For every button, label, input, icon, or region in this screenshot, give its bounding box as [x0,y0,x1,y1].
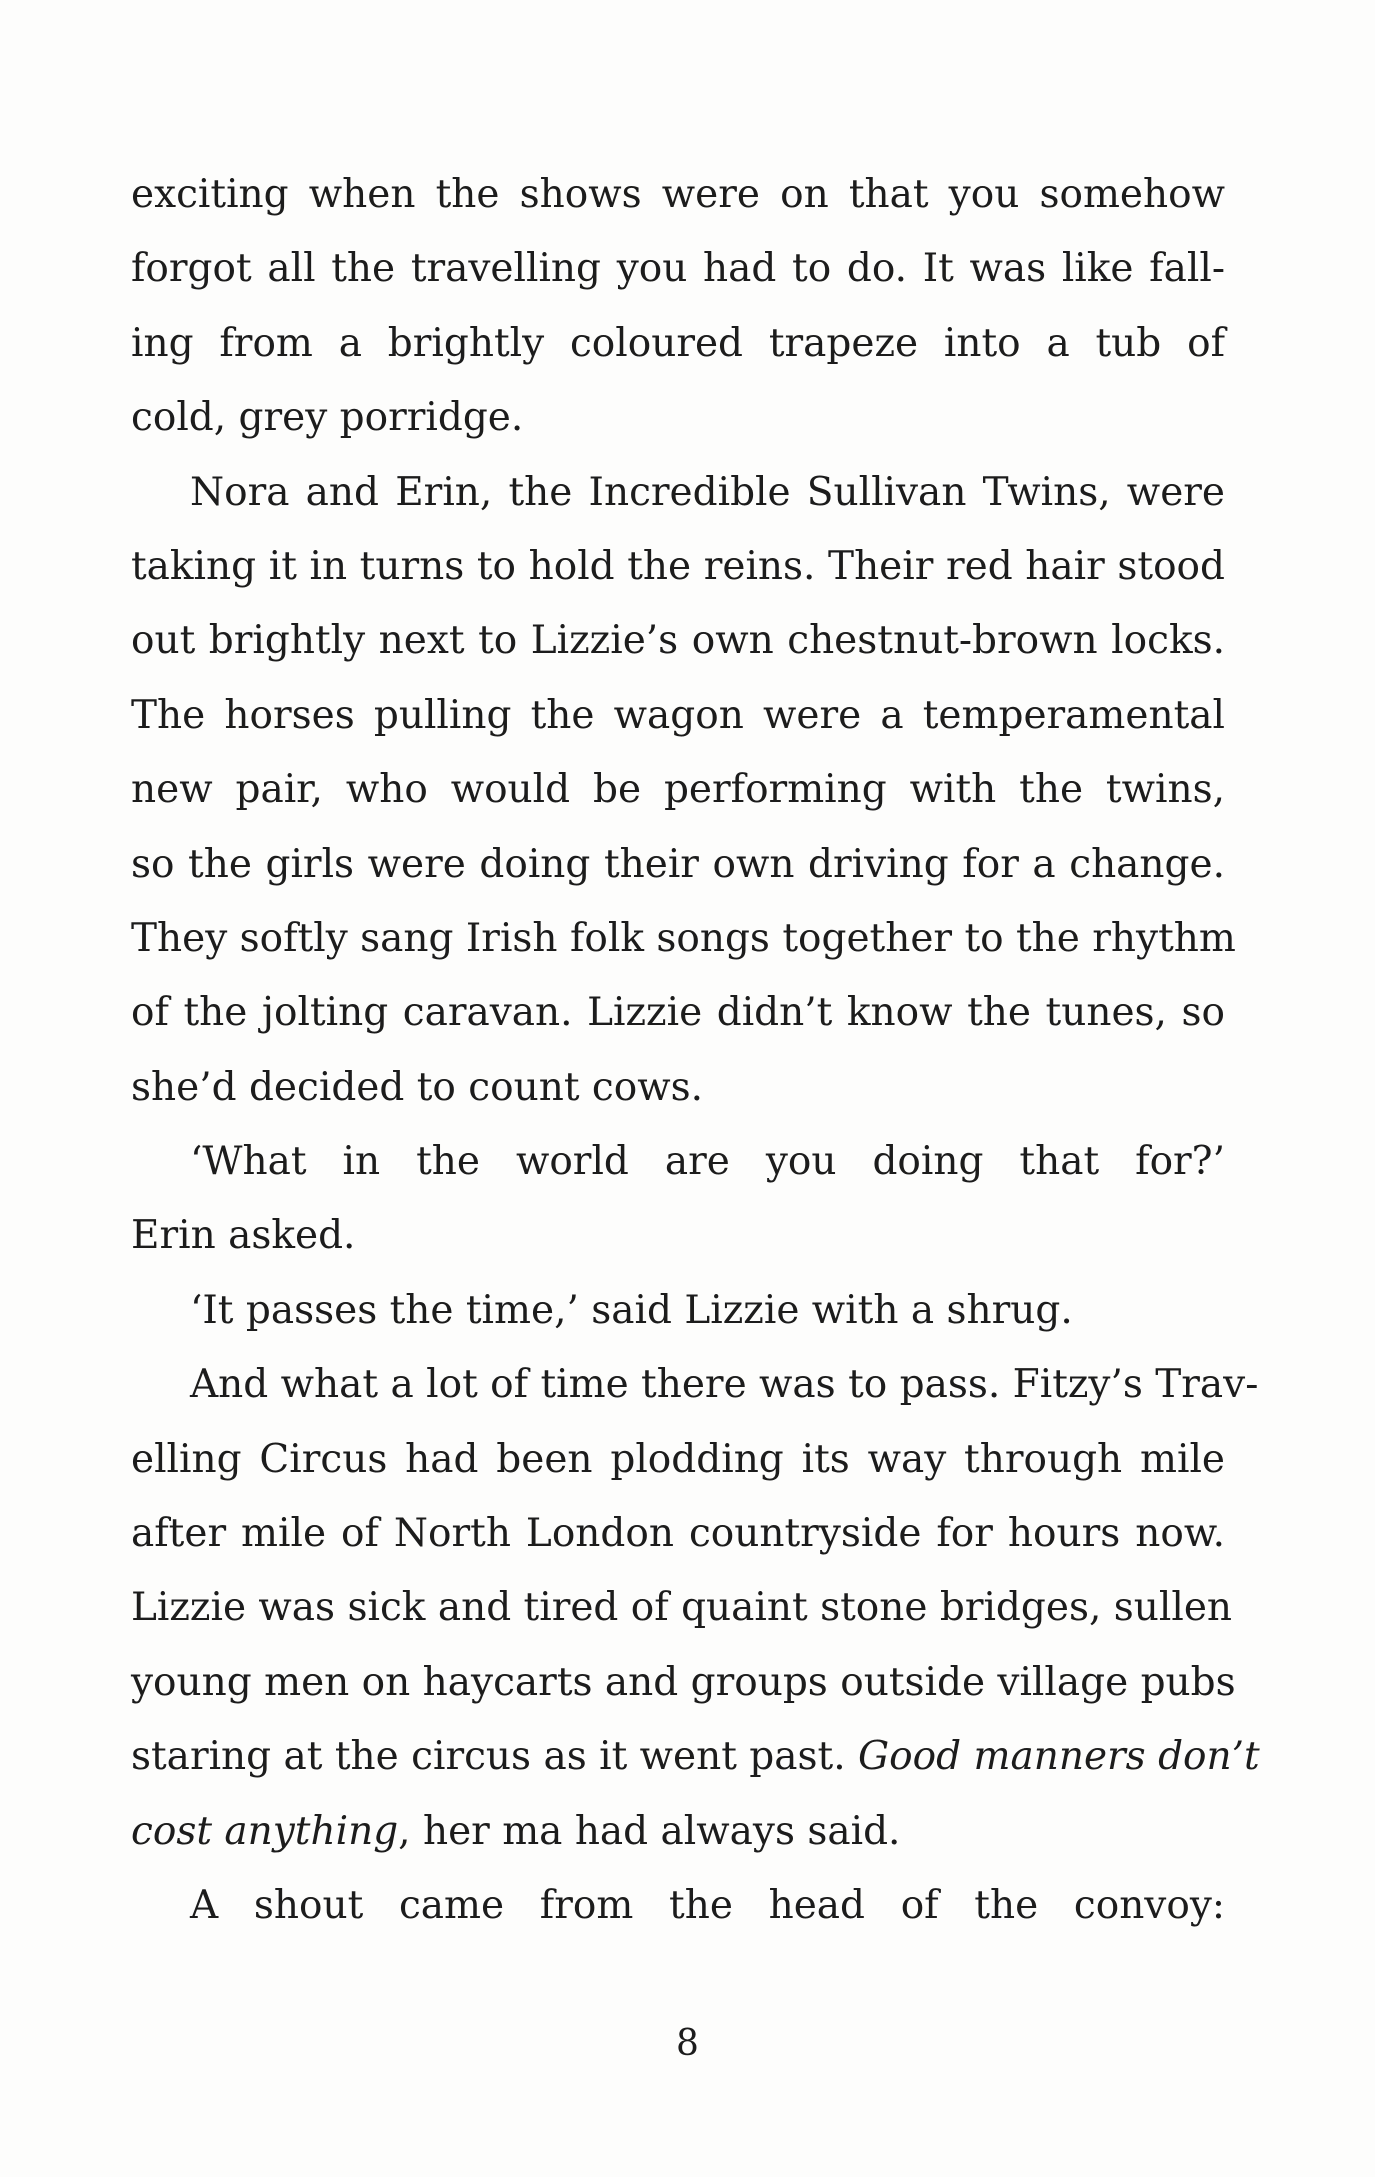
text-line [131,1051,1225,1125]
text-run: exciting when the shows were on that you somehow [131,172,1225,217]
text-line [131,1720,1260,1794]
text-run: ing from a brightly coloured trapeze into a tub of [131,320,1225,366]
text-line [131,232,1225,306]
text-run: The horses pulling the wagon were a temperamental [131,692,1225,738]
italic-text-run: cost anything [131,1808,399,1854]
text-run: Lizzie was sick and tired of quaint stone bridges, sullen [131,1585,1233,1631]
text-line [131,1348,1259,1422]
text-line [131,1869,1225,1943]
text-line [131,679,1225,753]
text-run: of the jolting caravan. Lizzie didn’t know the tunes, so [131,990,1225,1036]
text-line [131,1571,1233,1645]
text-run: new pair, who would be performing with the twins, [131,767,1225,813]
paragraph [131,158,1225,456]
text-line [131,828,1225,902]
text-run: cold, grey porridge. [131,395,524,441]
text-line [131,902,1236,976]
paragraph [131,1348,1260,1869]
text-run: forgot all the travelling you had to do. It was like fall- [131,246,1225,292]
text-run: They softly sang Irish folk songs together to the rhythm [131,915,1236,961]
text-run: , her ma had always said. [398,1808,901,1854]
paragraph [131,1125,1225,1274]
text-run: taking it in turns to hold the reins. Their red hair stood [131,543,1225,589]
text-line [131,1274,1225,1348]
paragraph [131,1869,1225,1943]
text-line [131,976,1225,1050]
text-line [131,1423,1225,1497]
text-line [131,381,1225,455]
text-line [131,307,1225,381]
text-line [131,1646,1236,1720]
text-line [131,1795,1225,1869]
text-run: young men on haycarts and groups outside village pubs [131,1659,1236,1705]
text-line [131,604,1225,678]
page-number: 8 [676,2023,699,2064]
text-line [131,753,1225,827]
text-run: Nora and Erin, the Incredible Sullivan Twins, were [190,469,1225,515]
text-run: she’d decided to count cows. [131,1064,704,1110]
text-line [131,530,1225,604]
text-run: ‘It passes the time,’ said Lizzie with a shrug. [190,1287,1073,1333]
paragraph [131,1274,1225,1348]
text-run: out brightly next to Lizzie’s own chestnut-brown locks. [131,618,1225,664]
text-run: A shout came from the head of the convoy: [190,1882,1225,1928]
text-line [131,1497,1225,1571]
text-run: Erin asked. [131,1213,356,1259]
text-run: elling Circus had been plodding its way through mile [131,1436,1225,1482]
text-run: after mile of North London countryside for hours now. [131,1511,1225,1557]
body-text [131,158,1260,1943]
text-run: And what a lot of time there was to pass. Fitzy’s Trav- [190,1362,1259,1408]
text-run: ‘What in the world are you doing that for?’ [190,1139,1225,1185]
text-line [131,1125,1225,1199]
text-line [131,1199,1225,1273]
italic-text-run: Good manners don’t [858,1734,1260,1780]
text-run: staring at the circus as it went past. [131,1734,859,1780]
paragraph [131,456,1236,1126]
text-run: so the girls were doing their own driving for a change. [131,841,1225,887]
text-line [131,158,1225,232]
text-line [131,456,1225,530]
